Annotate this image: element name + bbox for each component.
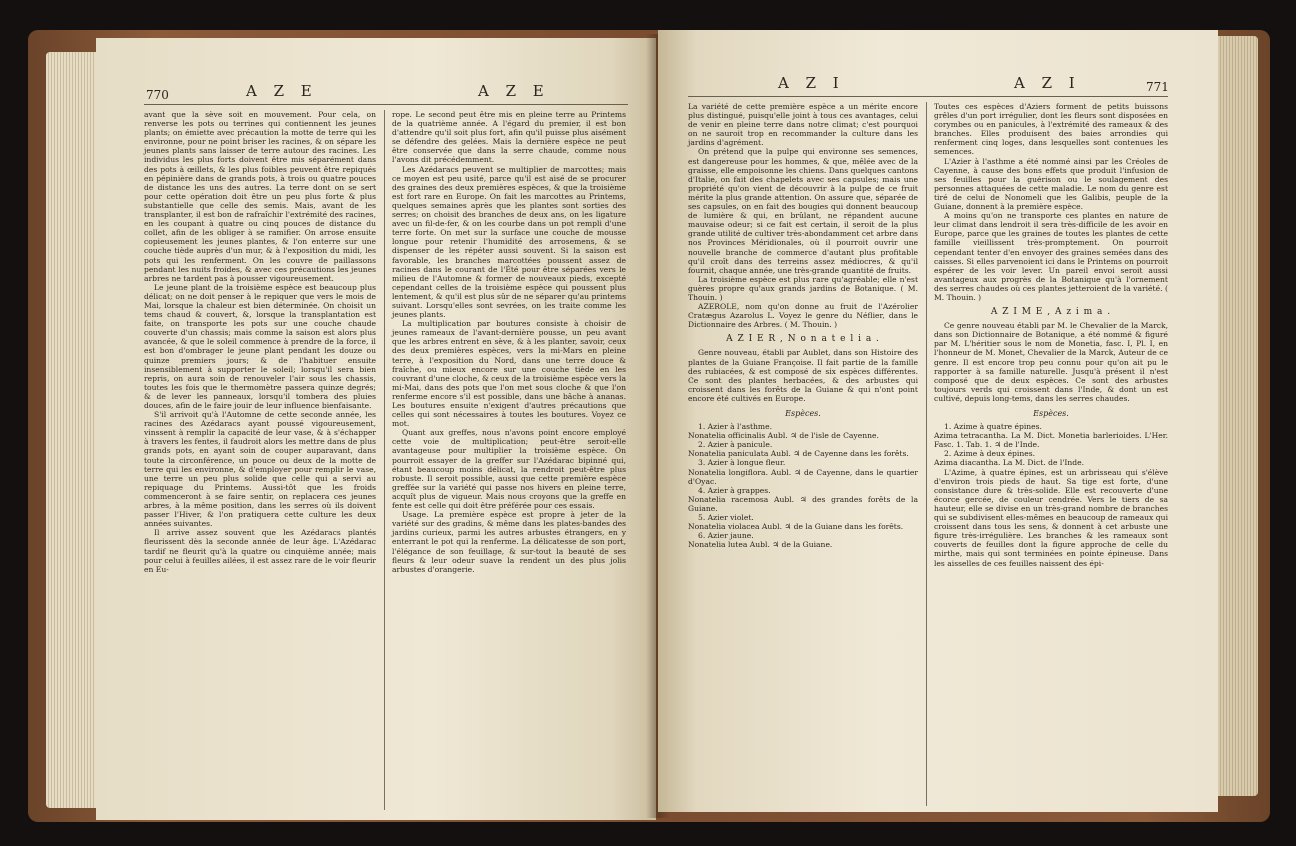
species-item: Nonatelia lutea Aubl. ♃ de la Guiane. bbox=[688, 540, 833, 550]
paragraph: Toutes ces espèces d'Aziers forment de petits buissons grêles d'un port irrégulier, dont les fleurs sont disposées en corymbes ou en panicules, à l'extrémité des rameaux & des branches. Elles produisent des baies arrondies qui renferment cinq loges, dans lesquelles sont contenues les semences. bbox=[934, 102, 1168, 157]
species-item: Azima diacantha. La M. Dict. de l'Inde. bbox=[934, 458, 1085, 468]
paragraph: avant que la sève soit en mouvement. Pour cela, on renverse les pots ou terrines qui contiennent les jeunes plants; on émiette avec précaution la motte de terre qui les environne, pour ne point briser les racines, & on sépare les jeunes plants sans laisser de terre autour des racines. Les individus les plus forts doivent être mis séparément dans des pots à œillets, & les plus foibles peuvent être repiqués en pépinière dans de grands pots, à trois ou quatre pouces de distance les uns des autres. La terre dont on se sert pour cette opération doit être un peu plus forte & plus substantielle que celle des semis. Mais, avant de les transplanter, il est bon de rafraîchir l'extrémité des racines, en les coupant à quatre ou cinq pouces de distance du collet, afin de les obliger à se ramifier. On arrose ensuite copieusement les jeunes plantes, & l'on enterre sur une couche tiède auprès d'un mur, & à l'exposition du midi, les pots qui les renferment. On les couvre de paillassons pendant les nuits froides, & avec ces précautions les jeunes arbres ne tardent pas à pousser vigoureusement. bbox=[144, 110, 376, 283]
paragraph: Ce genre nouveau établi par M. le Chevalier de la Marck, dans son Dictionnaire de Botanique, a été nommé & figuré par M. L'héritier sous le nom de Monetia, fasc. I, Pl. I, en l'honneur de M. Monet, Chevalier de la Marck, Auteur de ce genre. Il est encore trop peu connu pour qu'on ait pu le rapporter à sa famille naturelle. Jusqu'à présent il n'est composé que de deux espèces. Ce sont des arbustes toujours verds qui croissent dans l'Inde, & dont un est cultivé, depuis long-tems, dans les serres chaudes. bbox=[934, 321, 1168, 403]
header-rule bbox=[144, 104, 628, 105]
column-rule bbox=[926, 102, 927, 806]
text-column-2 bbox=[392, 110, 626, 810]
column-rule bbox=[384, 110, 385, 810]
left-page bbox=[96, 38, 656, 820]
paragraph: Genre nouveau, établi par Aublet, dans son Histoire des plantes de la Guiane Françoise. Il fait partie de la famille des rubiacées, & est composé de six espèces différentes. Ce sont des plantes herbacées, & des arbustes qui croissent dans les forêts de la Guiane & qui n'ont point encore été cultivés en Europe. bbox=[688, 348, 918, 403]
text-column-1 bbox=[688, 102, 918, 806]
paragraph: La troisième espèce est plus rare qu'agréable; elle n'est guères propre qu'aux grands jardins de Botanique. ( M. Thouin. ) bbox=[688, 274, 918, 302]
species-item: Nonatelia officinalis Aubl. ♃ de l'isle de Cayenne. bbox=[688, 431, 879, 441]
species-item: 4. Azier à grappes. bbox=[698, 485, 771, 495]
paragraph: Les Azédaracs peuvent se multiplier de marcottes; mais ce moyen est peu usité, parce qu'il est aisé de se procurer des graines des deux premières espèces, & que la troisième est fort rare en Europe. On fait les marcottes au Printems, quelques semaines après que les plantes sont sorties des serres; on choisit des branches de deux ans, on les ligature avec un fil-de-fer, & on les courbe dans un pot rempli d'une terre forte. On met sur la surface une couche de mousse longue pour retenir l'humidité des arrosemens, & se dispenser de les répéter aussi souvent. Si la saison est favorable, les branches marcottées poussent assez de racines dans le courant de l'Été pour être séparées vers le milieu de l'Automne & former de nouveaux pieds, excepté cependant celles de la troisième espèce qui poussent plus lentement, & qu'il est plus sûr de ne séparer qu'au printems suivant. Lorsqu'elles sont sevrées, on les traite comme les jeunes plants. bbox=[392, 164, 626, 320]
species-item: 6. Azier jaune. bbox=[698, 531, 754, 541]
species-item: 1. Azier à l'asthme. bbox=[698, 422, 773, 432]
paragraph: L'Azier à l'asthme a été nommé ainsi par les Créoles de Cayenne, à cause des bons effets que produit l'infusion de ses feuilles pour la guérison ou le soulagement des personnes attaquées de cette maladie. Le nom du genre est tiré de celui de Nonomeli que les Galibis, peuple de la Guiane, donnent à la première espèce. bbox=[934, 156, 1168, 212]
species-item: 2. Azime à deux épines. bbox=[944, 449, 1036, 459]
running-head: A Z I bbox=[1014, 74, 1081, 92]
paragraph: A moins qu'on ne transporte ces plantes en nature de leur climat dans lendroit il sera très-difficile de les avoir en Europe, parce que les graines de toutes les plantes de cette famille vieillissent très-promptement. On pourroit cependant tenter d'en envoyer des graines semées dans des caisses. Si elles parvenoient ici dans le Printems on pourroit espérer de les voir lever. Un pareil envoi seroit aussi avantageux aux progrès de la Botanique qu'à l'ornement des serres chaudes où ces plantes jetteroient de la variété. ( M. Thouin. ) bbox=[934, 211, 1168, 302]
species-item: Nonatelia paniculata Aubl. ♃ de Cayenne dans les forêts. bbox=[688, 449, 909, 459]
running-head: A Z I bbox=[778, 74, 845, 92]
species-item: Nonatelia racemosa Aubl. ♃ des grandes forêts de la Guiane. bbox=[688, 494, 918, 513]
paragraph: Usage. La première espèce est propre à jeter de la variété sur des gradins, & même dans les plates-bandes des jardins curieux, parmi les autres arbustes étrangers, en y enterrant le pot qui la renferme. La délicatesse de son port, l'élégance de son feuillage, & sur-tout la beauté de ses fleurs & leur odeur suave la rendent un des plus jolis arbustes d'orangerie. bbox=[392, 510, 626, 574]
paragraph: Il arrive assez souvent que les Azédaracs plantés fleurissent dès la seconde année de leur âge. L'Azédarac tardif ne fleurit qu'à la quatre ou cinquième année; mais pour celui à feuilles ailées, il est assez rare de le voir fleurir en Eu- bbox=[144, 528, 376, 574]
species-item: 1. Azime à quatre épines. bbox=[944, 422, 1042, 432]
right-page bbox=[658, 30, 1218, 812]
entry-title-azier: A Z I E R , N o n a t e l i a . bbox=[726, 334, 880, 345]
text-column-1 bbox=[144, 110, 376, 810]
paragraph: Le jeune plant de la troisième espèce est beaucoup plus délicat; on ne doit penser à le repiquer que vers le mois de Mai, lorsque la chaleur est bien déterminée. On choisit un tems chaud & couvert, &, lorsque la transplantation est faite, on transporte les pots sur une couche chaude couverte d'un chassis; mais comme la saison est alors plus avancée, & que le soleil commence à prendre de la force, il est bon d'ombrager le jeune plant pendant les douze ou quinze premiers jours; & de l'habituer ensuite insensiblement à supporter le soleil; lorsqu'il sera bien repris, on aura soin de renouveler l'air sous les chassis, toutes les fois que le thermomètre passera quinze degrés; & de lever les panneaux, lorsqu'il tombera des pluies douces, afin de le faire jouir de leur influence bienfaisante. bbox=[144, 282, 376, 410]
paragraph: La multiplication par boutures consiste à choisir de jeunes rameaux de l'avant-dernière pousse, un peu avant que les arbres entrent en sève, & à les planter, savoir, ceux des deux premières espèces, vers la mi-Mars en pleine terre, à l'exposition du Nord, dans une terre douce & fraîche, ou mieux encore sur une couche tiède en les couvrant d'une cloche, & ceux de la troisième espèce vers la mi-Mai, dans des pots que l'on met sous cloche & que l'on renferme encore s'il est possible, dans une bâche à ananas. Les boutures ensuite n'exigent d'autres précautions que celles qui sont nécessaires à toutes les boutures. Voyez ce mot. bbox=[392, 319, 626, 429]
text-column-2 bbox=[934, 102, 1168, 806]
paragraph: S'il arrivoit qu'à l'Automne de cette seconde année, les racines des Azédaracs ayant poussé vigoureusement, vinssent à remplir la capacité de leur vase, & à s'échapper à travers les fentes, il faudroit alors les mettre dans de plus grands pots, en ayant soin de couper auparavant, dans toute la circonférence, un pouce ou deux de la motte de terre qui les environne, & d'employer pour remplir le vase, une terre un peu plus solide que celle qui a servi au repiquage du Printems. Aussi-tôt que les froids commenceront à se faire sentir, on replacera ces jeunes arbres, à la même position, dans les serres où ils doivent passer l'Hiver, & l'on pratiquera cette culture les deux années suivantes. bbox=[144, 410, 376, 529]
species-item: Nonatelia longiflora. Aubl. ♃ de Cayenne, dans le quartier d'Oyac. bbox=[688, 467, 918, 486]
species-item: Azima tetracantha. La M. Dict. Monetia barlerioides. L'Her. Fasc. 1. Tab. 1. ♃ de l'Inde. bbox=[934, 431, 1168, 450]
species-item: 5. Azier violet. bbox=[698, 513, 754, 523]
running-head: A Z E bbox=[478, 82, 550, 100]
entry-title-azime: A Z I M E , A z i m a . bbox=[990, 307, 1112, 318]
paragraph: La variété de cette première espèce a un mérite encore plus distingué, puisqu'elle joint à tous ces avantages, celui de venir en pleine terre dans notre climat; c'est pourquoi on ne sauroit trop en recommander la culture dans les jardins d'agrément. bbox=[688, 102, 918, 148]
paragraph: AZEROLE, nom qu'on donne au fruit de l'Azérolier Cratægus Azarolus L. Voyez le genre du Néflier, dans le Dictionnaire des Arbres. ( M. Thouin. ) bbox=[688, 302, 918, 330]
paragraph: L'Azime, à quatre épines, est un arbrisseau qui s'élève d'environ trois pieds de haut. Sa tige est forte, d'une consistance dure & très-solide. Elle est recouverte d'une écorce gercée, de couleur cendrée. Vers le tiers de sa hauteur, elle se divise en un très-grand nombre de branches qui se subdivisent elles-mêmes en beaucoup de rameaux qui croissent dans tous les sens, & donnent à cet arbuste une figure très-irrégulière. Les branches & les rameaux sont couverts de feuilles dont la figure approche de celle du mirthe, mais qui sont terminées en pointe épineuse. Dans les aisselles de ces feuilles naissent des épi- bbox=[934, 467, 1168, 568]
species-item: 2. Azier à panicule. bbox=[698, 440, 773, 450]
running-head: A Z E bbox=[246, 82, 318, 100]
page-edges-left bbox=[46, 52, 98, 808]
page-number: 771 bbox=[1146, 80, 1169, 94]
page-number: 770 bbox=[146, 88, 169, 102]
species-item: 3. Azier à longue fleur. bbox=[698, 458, 786, 468]
paragraph: On prétend que la pulpe qui environne ses semences, est dangereuse pour les hommes, & que, mêlée avec de la graisse, elle empoisonne les chiens. Dans quelques cantons d'Italie, on fait des chapelets avec ses capsules; mais une propriété qu'on vient de découvrir à la pulpe de ce fruit mérite la plus grande attention. On assure que, séparée de ses capsules, on en fait des bougies qui donnent beaucoup de lumière & qui, en brûlant, ne répandent aucune mauvaise odeur; si ce fait est certain, il seroit de la plus grande utilité de cultiver très-abondamment cet arbre dans nos Provinces Méridionales, où il pourroit ouvrir une nouvelle branche de commerce d'autant plus profitable qu'il croît dans des terreins assez médiocres, & qu'il fournit, chaque année, une très-grande quantité de fruits. bbox=[688, 147, 918, 275]
species-item: Nonatelia violacea Aubl. ♃ de la Guiane dans les forêts. bbox=[688, 522, 904, 532]
paragraph: rope. Le second peut être mis en pleine terre au Printems de la quatrième année. A l'égard du premier, il est bon d'attendre qu'il soit plus fort, afin qu'il puisse plus aisément se défendre des gelées. Mais la dernière espèce ne peut être conservée que dans la serre chaude, comme nous l'avons dit précédemment. bbox=[392, 110, 626, 165]
species-heading: Espèces. bbox=[785, 409, 821, 418]
header-rule bbox=[688, 96, 1168, 97]
species-heading: Espèces. bbox=[1033, 409, 1069, 418]
paragraph: Quant aux greffes, nous n'avons point encore employé cette voie de multiplication; peut-être seroit-elle avantageuse pour multiplier la troisième espèce. On pourroit essayer de la greffer sur l'Azédarac bipinné qui, étant beaucoup moins délicat, la rendroit peut-être plus robuste. Il seroit possible, aussi que cette première espèce greffée sur la variété qui passe nos hivers en pleine terre, acquît plus de vigueur. Mais nous croyons que la greffe en fente est celle qui doit être préférée pour ces essais. bbox=[392, 428, 626, 511]
